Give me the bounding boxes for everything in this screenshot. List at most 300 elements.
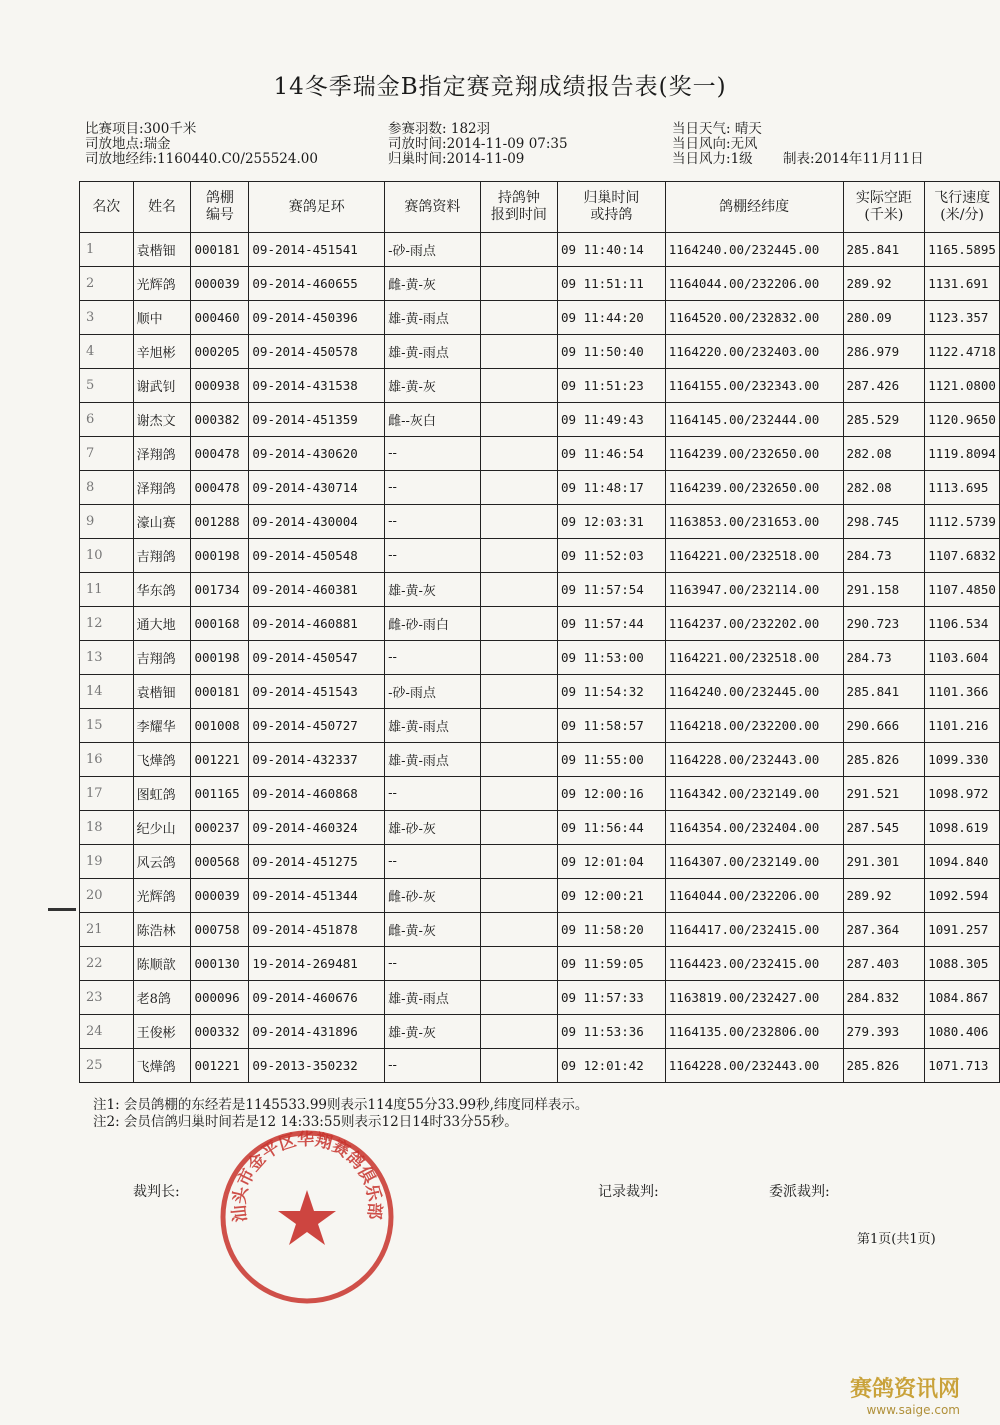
table-cell: 1164221.00/232518.00	[665, 539, 843, 573]
wind-force-label: 当日风力:	[672, 151, 731, 167]
page-title: 14冬季瑞金B指定赛竞翔成绩报告表(奖一)	[273, 74, 727, 100]
table-cell: 1071.713	[925, 1049, 1000, 1083]
column-header: 鸽棚经纬度	[665, 182, 843, 233]
table-row	[80, 539, 1000, 573]
table-cell: 289.92	[843, 267, 925, 301]
table-cell: -砂-雨点	[385, 233, 481, 267]
table-cell: 290.723	[843, 607, 925, 641]
table-cell: 13	[80, 641, 134, 675]
table-row	[80, 437, 1000, 471]
table-cell: 1163853.00/231653.00	[665, 505, 843, 539]
event-label: 比赛项目:	[85, 121, 144, 137]
table-cell: 09 11:58:57	[558, 709, 666, 743]
table-cell: 09-2014-431538	[249, 369, 385, 403]
table-cell: 000130	[191, 947, 249, 981]
column-header: 持鸽钟 报到时间	[480, 182, 557, 233]
release-time-value: 2014-11-09 07:35	[446, 136, 568, 152]
table-row	[80, 981, 1000, 1015]
table-row	[80, 845, 1000, 879]
table-cell	[480, 267, 557, 301]
table-cell: 001008	[191, 709, 249, 743]
table-cell: 09 11:53:36	[558, 1015, 666, 1049]
table-cell: 1164417.00/232415.00	[665, 913, 843, 947]
table-cell: 8	[80, 471, 134, 505]
table-cell: 19	[80, 845, 134, 879]
table-cell: 001165	[191, 777, 249, 811]
table-cell: 09-2014-451344	[249, 879, 385, 913]
table-cell: 287.426	[843, 369, 925, 403]
table-cell: 7	[80, 437, 134, 471]
table-cell	[480, 233, 557, 267]
table-cell: 1164342.00/232149.00	[665, 777, 843, 811]
table-cell: 泽翔鸽	[133, 437, 191, 471]
table-cell: 1164520.00/232832.00	[665, 301, 843, 335]
table-cell: 12	[80, 607, 134, 641]
table-cell: 22	[80, 947, 134, 981]
table-cell: --	[385, 471, 481, 505]
table-cell: 1164145.00/232444.00	[665, 403, 843, 437]
table-cell: 09-2014-431896	[249, 1015, 385, 1049]
table-cell: 10	[80, 539, 134, 573]
table-cell: 282.08	[843, 437, 925, 471]
table-cell: 09 12:01:04	[558, 845, 666, 879]
table-cell: 1080.406	[925, 1015, 1000, 1049]
table-cell: 000198	[191, 539, 249, 573]
table-cell: 279.393	[843, 1015, 925, 1049]
table-cell: 1164423.00/232415.00	[665, 947, 843, 981]
table-cell: 9	[80, 505, 134, 539]
table-cell: 1113.695	[925, 471, 1000, 505]
table-row	[80, 403, 1000, 437]
site-watermark	[850, 1372, 960, 1417]
table-cell: 09 11:55:00	[558, 743, 666, 777]
table-cell: 袁楷钿	[133, 233, 191, 267]
table-cell	[480, 403, 557, 437]
table-cell: 09 11:56:44	[558, 811, 666, 845]
table-cell: 光辉鸽	[133, 267, 191, 301]
table-cell: 图虹鸽	[133, 777, 191, 811]
table-cell: 291.158	[843, 573, 925, 607]
table-cell: 09-2014-460324	[249, 811, 385, 845]
table-row	[80, 369, 1000, 403]
table-cell: 1164239.00/232650.00	[665, 437, 843, 471]
table-cell: 1101.216	[925, 709, 1000, 743]
table-cell: 000237	[191, 811, 249, 845]
table-cell	[480, 1015, 557, 1049]
table-cell: 吉翔鸽	[133, 539, 191, 573]
table-cell: 001221	[191, 1049, 249, 1083]
table-cell	[480, 539, 557, 573]
table-cell: 287.545	[843, 811, 925, 845]
table-cell: 濠山赛	[133, 505, 191, 539]
table-cell: 1164228.00/232443.00	[665, 1049, 843, 1083]
table-cell: 25	[80, 1049, 134, 1083]
table-cell: 09-2014-451878	[249, 913, 385, 947]
table-cell: 09-2014-451541	[249, 233, 385, 267]
table-cell: 287.403	[843, 947, 925, 981]
table-cell: 辛旭彬	[133, 335, 191, 369]
table-cell: 000382	[191, 403, 249, 437]
wind-dir-label: 当日风向:	[672, 136, 731, 152]
table-cell: 4	[80, 335, 134, 369]
entries-label: 参赛羽数:	[388, 121, 447, 137]
table-cell: 17	[80, 777, 134, 811]
table-header-row	[80, 182, 1000, 233]
table-cell: 1092.594	[925, 879, 1000, 913]
table-cell: 290.666	[843, 709, 925, 743]
meta-right	[672, 122, 924, 167]
table-cell: 1107.4850	[925, 573, 1000, 607]
table-cell: 雌-砂-灰	[385, 879, 481, 913]
table-cell: 285.841	[843, 675, 925, 709]
pen-mark	[48, 908, 76, 911]
table-cell: 1	[80, 233, 134, 267]
table-cell: 雌-砂-雨白	[385, 607, 481, 641]
table-cell: 5	[80, 369, 134, 403]
table-cell: 09 11:52:03	[558, 539, 666, 573]
table-cell: 09 11:59:05	[558, 947, 666, 981]
meta-left	[85, 122, 318, 167]
table-cell: 000181	[191, 675, 249, 709]
table-row	[80, 1015, 1000, 1049]
table-cell: 23	[80, 981, 134, 1015]
table-row	[80, 709, 1000, 743]
table-cell: 1164239.00/232650.00	[665, 471, 843, 505]
table-cell: 1112.5739	[925, 505, 1000, 539]
table-cell: 09-2014-460676	[249, 981, 385, 1015]
table-cell: 21	[80, 913, 134, 947]
table-row	[80, 641, 1000, 675]
table-row	[80, 505, 1000, 539]
club-seal	[218, 1128, 396, 1306]
table-cell	[480, 811, 557, 845]
table-cell: 1164218.00/232200.00	[665, 709, 843, 743]
wind-force-value: 1级	[730, 151, 753, 167]
table-cell: 000460	[191, 301, 249, 335]
table-cell: 000478	[191, 471, 249, 505]
meta-middle	[388, 122, 568, 167]
made-value: 2014年11月11日	[814, 151, 924, 167]
results-table	[79, 181, 1000, 1083]
table-cell	[480, 607, 557, 641]
table-cell: 09 11:51:11	[558, 267, 666, 301]
wind-dir-value: 无风	[730, 136, 758, 152]
page-indicator: 第1页(共1页)	[857, 1232, 936, 1247]
table-cell	[480, 947, 557, 981]
table-row	[80, 233, 1000, 267]
table-cell: 09-2014-430004	[249, 505, 385, 539]
table-cell: 285.826	[843, 1049, 925, 1083]
table-cell: 11	[80, 573, 134, 607]
table-cell: 飞燁鸽	[133, 1049, 191, 1083]
table-row	[80, 607, 1000, 641]
table-row	[80, 267, 1000, 301]
table-cell: 285.841	[843, 233, 925, 267]
release-time-label: 司放时间:	[388, 136, 447, 152]
release-place-value: 瑞金	[143, 136, 171, 152]
table-cell: 雄-黄-雨点	[385, 743, 481, 777]
table-cell: 1094.840	[925, 845, 1000, 879]
table-cell: 09 11:57:44	[558, 607, 666, 641]
table-cell: 1164240.00/232445.00	[665, 675, 843, 709]
table-cell: 谢杰文	[133, 403, 191, 437]
table-cell: 001288	[191, 505, 249, 539]
table-cell: 3	[80, 301, 134, 335]
table-cell: 2	[80, 267, 134, 301]
table-cell: 284.73	[843, 539, 925, 573]
table-row	[80, 335, 1000, 369]
release-coords-value: 1160440.C0/255524.00	[157, 151, 318, 167]
table-cell: 1098.619	[925, 811, 1000, 845]
return-time-value: 2014-11-09	[446, 151, 525, 167]
table-cell: 287.364	[843, 913, 925, 947]
table-cell: 09-2014-430620	[249, 437, 385, 471]
table-cell: 雌--灰白	[385, 403, 481, 437]
table-cell: 09-2014-451543	[249, 675, 385, 709]
table-cell: 飞燁鸽	[133, 743, 191, 777]
column-header: 赛鸽足环	[249, 182, 385, 233]
table-cell	[480, 573, 557, 607]
assigned-judge-label: 委派裁判:	[769, 1184, 830, 1200]
table-cell: 09 11:53:00	[558, 641, 666, 675]
table-cell: 291.301	[843, 845, 925, 879]
column-header: 姓名	[133, 182, 191, 233]
column-header: 实际空距 (千米)	[843, 182, 925, 233]
table-cell: 09 11:46:54	[558, 437, 666, 471]
column-header: 赛鸽资料	[385, 182, 481, 233]
table-cell: 09 12:01:42	[558, 1049, 666, 1083]
table-cell: 14	[80, 675, 134, 709]
table-row	[80, 573, 1000, 607]
table-cell: 09 12:03:31	[558, 505, 666, 539]
weather-label: 当日天气:	[672, 121, 731, 137]
table-cell	[480, 641, 557, 675]
table-cell: 289.92	[843, 879, 925, 913]
table-cell	[480, 981, 557, 1015]
table-cell: 280.09	[843, 301, 925, 335]
table-row	[80, 675, 1000, 709]
table-cell: 09-2014-450727	[249, 709, 385, 743]
table-cell: 09 12:00:21	[558, 879, 666, 913]
table-cell: 09-2014-450548	[249, 539, 385, 573]
table-cell: 1164307.00/232149.00	[665, 845, 843, 879]
table-cell: 1121.0800	[925, 369, 1000, 403]
entries-value: 182羽	[450, 121, 491, 137]
table-cell: 1099.330	[925, 743, 1000, 777]
table-cell: 华东鸽	[133, 573, 191, 607]
table-cell: --	[385, 641, 481, 675]
made-label: 制表:	[782, 151, 815, 167]
table-cell: 1164221.00/232518.00	[665, 641, 843, 675]
table-cell: 雌-黄-灰	[385, 267, 481, 301]
table-cell: --	[385, 947, 481, 981]
table-cell: 09 11:48:17	[558, 471, 666, 505]
table-cell: 09 11:40:14	[558, 233, 666, 267]
table-cell: 1122.4718	[925, 335, 1000, 369]
table-cell: 000758	[191, 913, 249, 947]
event-value: 300千米	[143, 121, 197, 137]
table-row	[80, 947, 1000, 981]
table-cell: 000205	[191, 335, 249, 369]
table-cell	[480, 709, 557, 743]
table-cell: 雄-砂-灰	[385, 811, 481, 845]
table-cell: 陈浩林	[133, 913, 191, 947]
table-cell: 291.521	[843, 777, 925, 811]
table-cell: 1163819.00/232427.00	[665, 981, 843, 1015]
table-cell: 18	[80, 811, 134, 845]
svg-text:汕头市金平区华翔赛鸽俱乐部: 汕头市金平区华翔赛鸽俱乐部	[229, 1129, 385, 1224]
table-cell: --	[385, 539, 481, 573]
table-cell: 001221	[191, 743, 249, 777]
table-cell: 1088.305	[925, 947, 1000, 981]
table-cell: 09 11:51:23	[558, 369, 666, 403]
table-cell: 1103.604	[925, 641, 1000, 675]
table-row	[80, 777, 1000, 811]
table-cell: 雄-黄-灰	[385, 1015, 481, 1049]
table-cell: 陈顺歆	[133, 947, 191, 981]
table-cell: 老8鸽	[133, 981, 191, 1015]
table-cell: 286.979	[843, 335, 925, 369]
table-cell: 1120.9650	[925, 403, 1000, 437]
table-cell: 285.826	[843, 743, 925, 777]
table-cell	[480, 301, 557, 335]
column-header: 归巢时间 或持鸽	[558, 182, 666, 233]
notes	[93, 1097, 588, 1131]
table-cell	[480, 845, 557, 879]
table-cell: 1123.357	[925, 301, 1000, 335]
table-cell: 09 11:57:33	[558, 981, 666, 1015]
table-cell: 000096	[191, 981, 249, 1015]
table-cell: 000039	[191, 879, 249, 913]
table-cell: 雄-黄-雨点	[385, 335, 481, 369]
table-cell: 20	[80, 879, 134, 913]
table-cell: 1164237.00/232202.00	[665, 607, 843, 641]
chief-judge-label: 裁判长:	[133, 1184, 180, 1200]
table-cell	[480, 505, 557, 539]
table-row	[80, 301, 1000, 335]
table-cell: 顺中	[133, 301, 191, 335]
table-cell: 1098.972	[925, 777, 1000, 811]
table-cell: 光辉鸽	[133, 879, 191, 913]
table-cell: 09 11:54:32	[558, 675, 666, 709]
table-body	[80, 233, 1000, 1083]
table-cell: 09-2014-460381	[249, 573, 385, 607]
table-cell: 1164220.00/232403.00	[665, 335, 843, 369]
table-row	[80, 811, 1000, 845]
table-cell: 000332	[191, 1015, 249, 1049]
table-cell: --	[385, 1049, 481, 1083]
table-cell: 1101.366	[925, 675, 1000, 709]
table-cell: 1164044.00/232206.00	[665, 267, 843, 301]
table-cell: 谢武钊	[133, 369, 191, 403]
table-cell	[480, 369, 557, 403]
table-cell: 24	[80, 1015, 134, 1049]
table-cell	[480, 437, 557, 471]
table-row	[80, 471, 1000, 505]
seal-star-icon	[278, 1190, 336, 1245]
table-cell: 09-2014-450578	[249, 335, 385, 369]
table-cell: 1164155.00/232343.00	[665, 369, 843, 403]
watermark-title: 赛鸽资讯网	[849, 1377, 960, 1402]
table-cell: 298.745	[843, 505, 925, 539]
table-cell: 风云鸽	[133, 845, 191, 879]
table-cell: 19-2014-269481	[249, 947, 385, 981]
table-cell: 1164228.00/232443.00	[665, 743, 843, 777]
table-cell: 000039	[191, 267, 249, 301]
table-cell: 袁楷钿	[133, 675, 191, 709]
table-cell: 09-2014-450547	[249, 641, 385, 675]
table-cell: 15	[80, 709, 134, 743]
table-cell: 09 11:49:43	[558, 403, 666, 437]
release-coords-label: 司放地经纬:	[85, 151, 158, 167]
table-cell: 1164135.00/232806.00	[665, 1015, 843, 1049]
table-cell: 000568	[191, 845, 249, 879]
table-row	[80, 913, 1000, 947]
table-cell	[480, 913, 557, 947]
release-place-label: 司放地点:	[85, 136, 144, 152]
table-cell: 09-2014-451359	[249, 403, 385, 437]
weather-value: 晴天	[734, 121, 762, 137]
table-cell: 09-2014-451275	[249, 845, 385, 879]
table-cell: 雄-黄-雨点	[385, 301, 481, 335]
table-cell: 284.832	[843, 981, 925, 1015]
table-cell: 1091.257	[925, 913, 1000, 947]
table-cell: 09-2014-432337	[249, 743, 385, 777]
column-header: 飞行速度 (米/分)	[925, 182, 1000, 233]
table-cell: 1164354.00/232404.00	[665, 811, 843, 845]
recording-judge-label: 记录裁判:	[598, 1184, 659, 1200]
table-cell: 1164240.00/232445.00	[665, 233, 843, 267]
table-cell: 16	[80, 743, 134, 777]
table-cell: 1107.6832	[925, 539, 1000, 573]
table-cell: --	[385, 505, 481, 539]
table-cell	[480, 777, 557, 811]
table-cell: 雌-黄-灰	[385, 913, 481, 947]
table-cell	[480, 675, 557, 709]
table-cell: 285.529	[843, 403, 925, 437]
table-cell: 吉翔鸽	[133, 641, 191, 675]
table-row	[80, 1049, 1000, 1083]
table-cell: 000198	[191, 641, 249, 675]
table-cell: --	[385, 777, 481, 811]
table-cell: -砂-雨点	[385, 675, 481, 709]
table-row	[80, 879, 1000, 913]
table-cell: 王俊彬	[133, 1015, 191, 1049]
watermark-url: www.saige.com	[866, 1403, 960, 1417]
table-cell: --	[385, 845, 481, 879]
table-cell: 000478	[191, 437, 249, 471]
table-cell: 纪少山	[133, 811, 191, 845]
table-cell	[480, 743, 557, 777]
table-cell: 09 12:00:16	[558, 777, 666, 811]
note-1: 注1: 会员鸽棚的东经若是1145533.99则表示114度55分33.99秒,纬度同样表示。	[93, 1097, 589, 1113]
table-cell: 1084.867	[925, 981, 1000, 1015]
table-cell: 09-2014-460868	[249, 777, 385, 811]
table-cell	[480, 471, 557, 505]
table-cell: 李耀华	[133, 709, 191, 743]
table-row	[80, 743, 1000, 777]
table-cell	[480, 335, 557, 369]
table-cell: 284.73	[843, 641, 925, 675]
table-cell: 1119.8094	[925, 437, 1000, 471]
column-header: 名次	[80, 182, 134, 233]
note-2: 注2: 会员信鸽归巢时间若是12 14:33:55则表示12日14时33分55秒。	[93, 1114, 518, 1130]
table-cell: 09 11:44:20	[558, 301, 666, 335]
table-cell: 雄-黄-灰	[385, 573, 481, 607]
column-header: 鸽棚 编号	[191, 182, 249, 233]
table-cell: 000938	[191, 369, 249, 403]
table-cell: 001734	[191, 573, 249, 607]
